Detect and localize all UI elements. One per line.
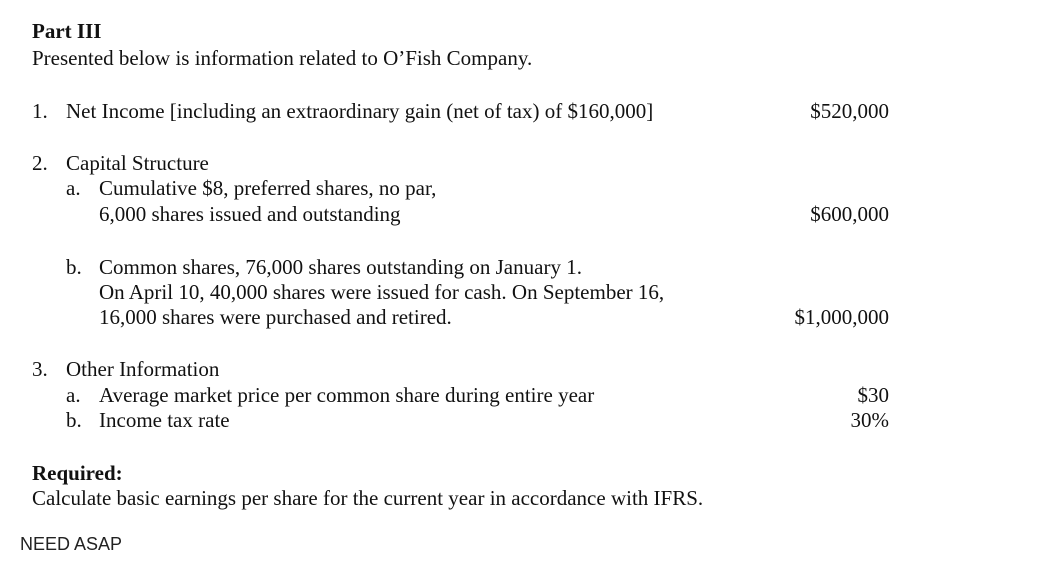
item2-number: 2. [32,151,48,175]
item3b-amount: 30% [850,408,889,432]
required-text: Calculate basic earnings per share for the current year in accordance with IFRS. [32,486,704,510]
item2a-amount: $600,000 [810,202,889,226]
item2a-line2: 6,000 shares issued and outstanding [99,202,401,226]
item2b-line2: On April 10, 40,000 shares were issued for cash. On September 16, [99,280,665,304]
item2b-line1: Common shares, 76,000 shares outstanding on January 1. [99,255,582,279]
user-note: NEED ASAP [20,534,123,554]
item3a-text: Average market price per common share during entire year [99,383,595,407]
item1-text: Net Income [including an extraordinary gain (net of tax) of $160,000] [66,99,654,123]
required-heading: Required: [32,461,123,485]
item2a-line1: Cumulative $8, preferred shares, no par, [99,176,437,200]
item1-number: 1. [32,99,48,123]
item2b-letter: b. [66,255,82,279]
item2b-line3: 16,000 shares were purchased and retired. [99,305,452,329]
item2b-amount: $1,000,000 [794,305,889,329]
item3-title: Other Information [66,357,220,381]
intro-text: Presented below is information related to O’Fish Company. [32,46,533,70]
item3a-amount: $30 [857,383,889,407]
part-title: Part III [32,19,102,43]
item3b-text: Income tax rate [99,408,230,432]
item3-number: 3. [32,357,48,381]
item2-title: Capital Structure [66,151,209,175]
item3a-letter: a. [66,383,81,407]
item1-amount: $520,000 [810,99,889,123]
item2a-letter: a. [66,176,81,200]
item3b-letter: b. [66,408,82,432]
